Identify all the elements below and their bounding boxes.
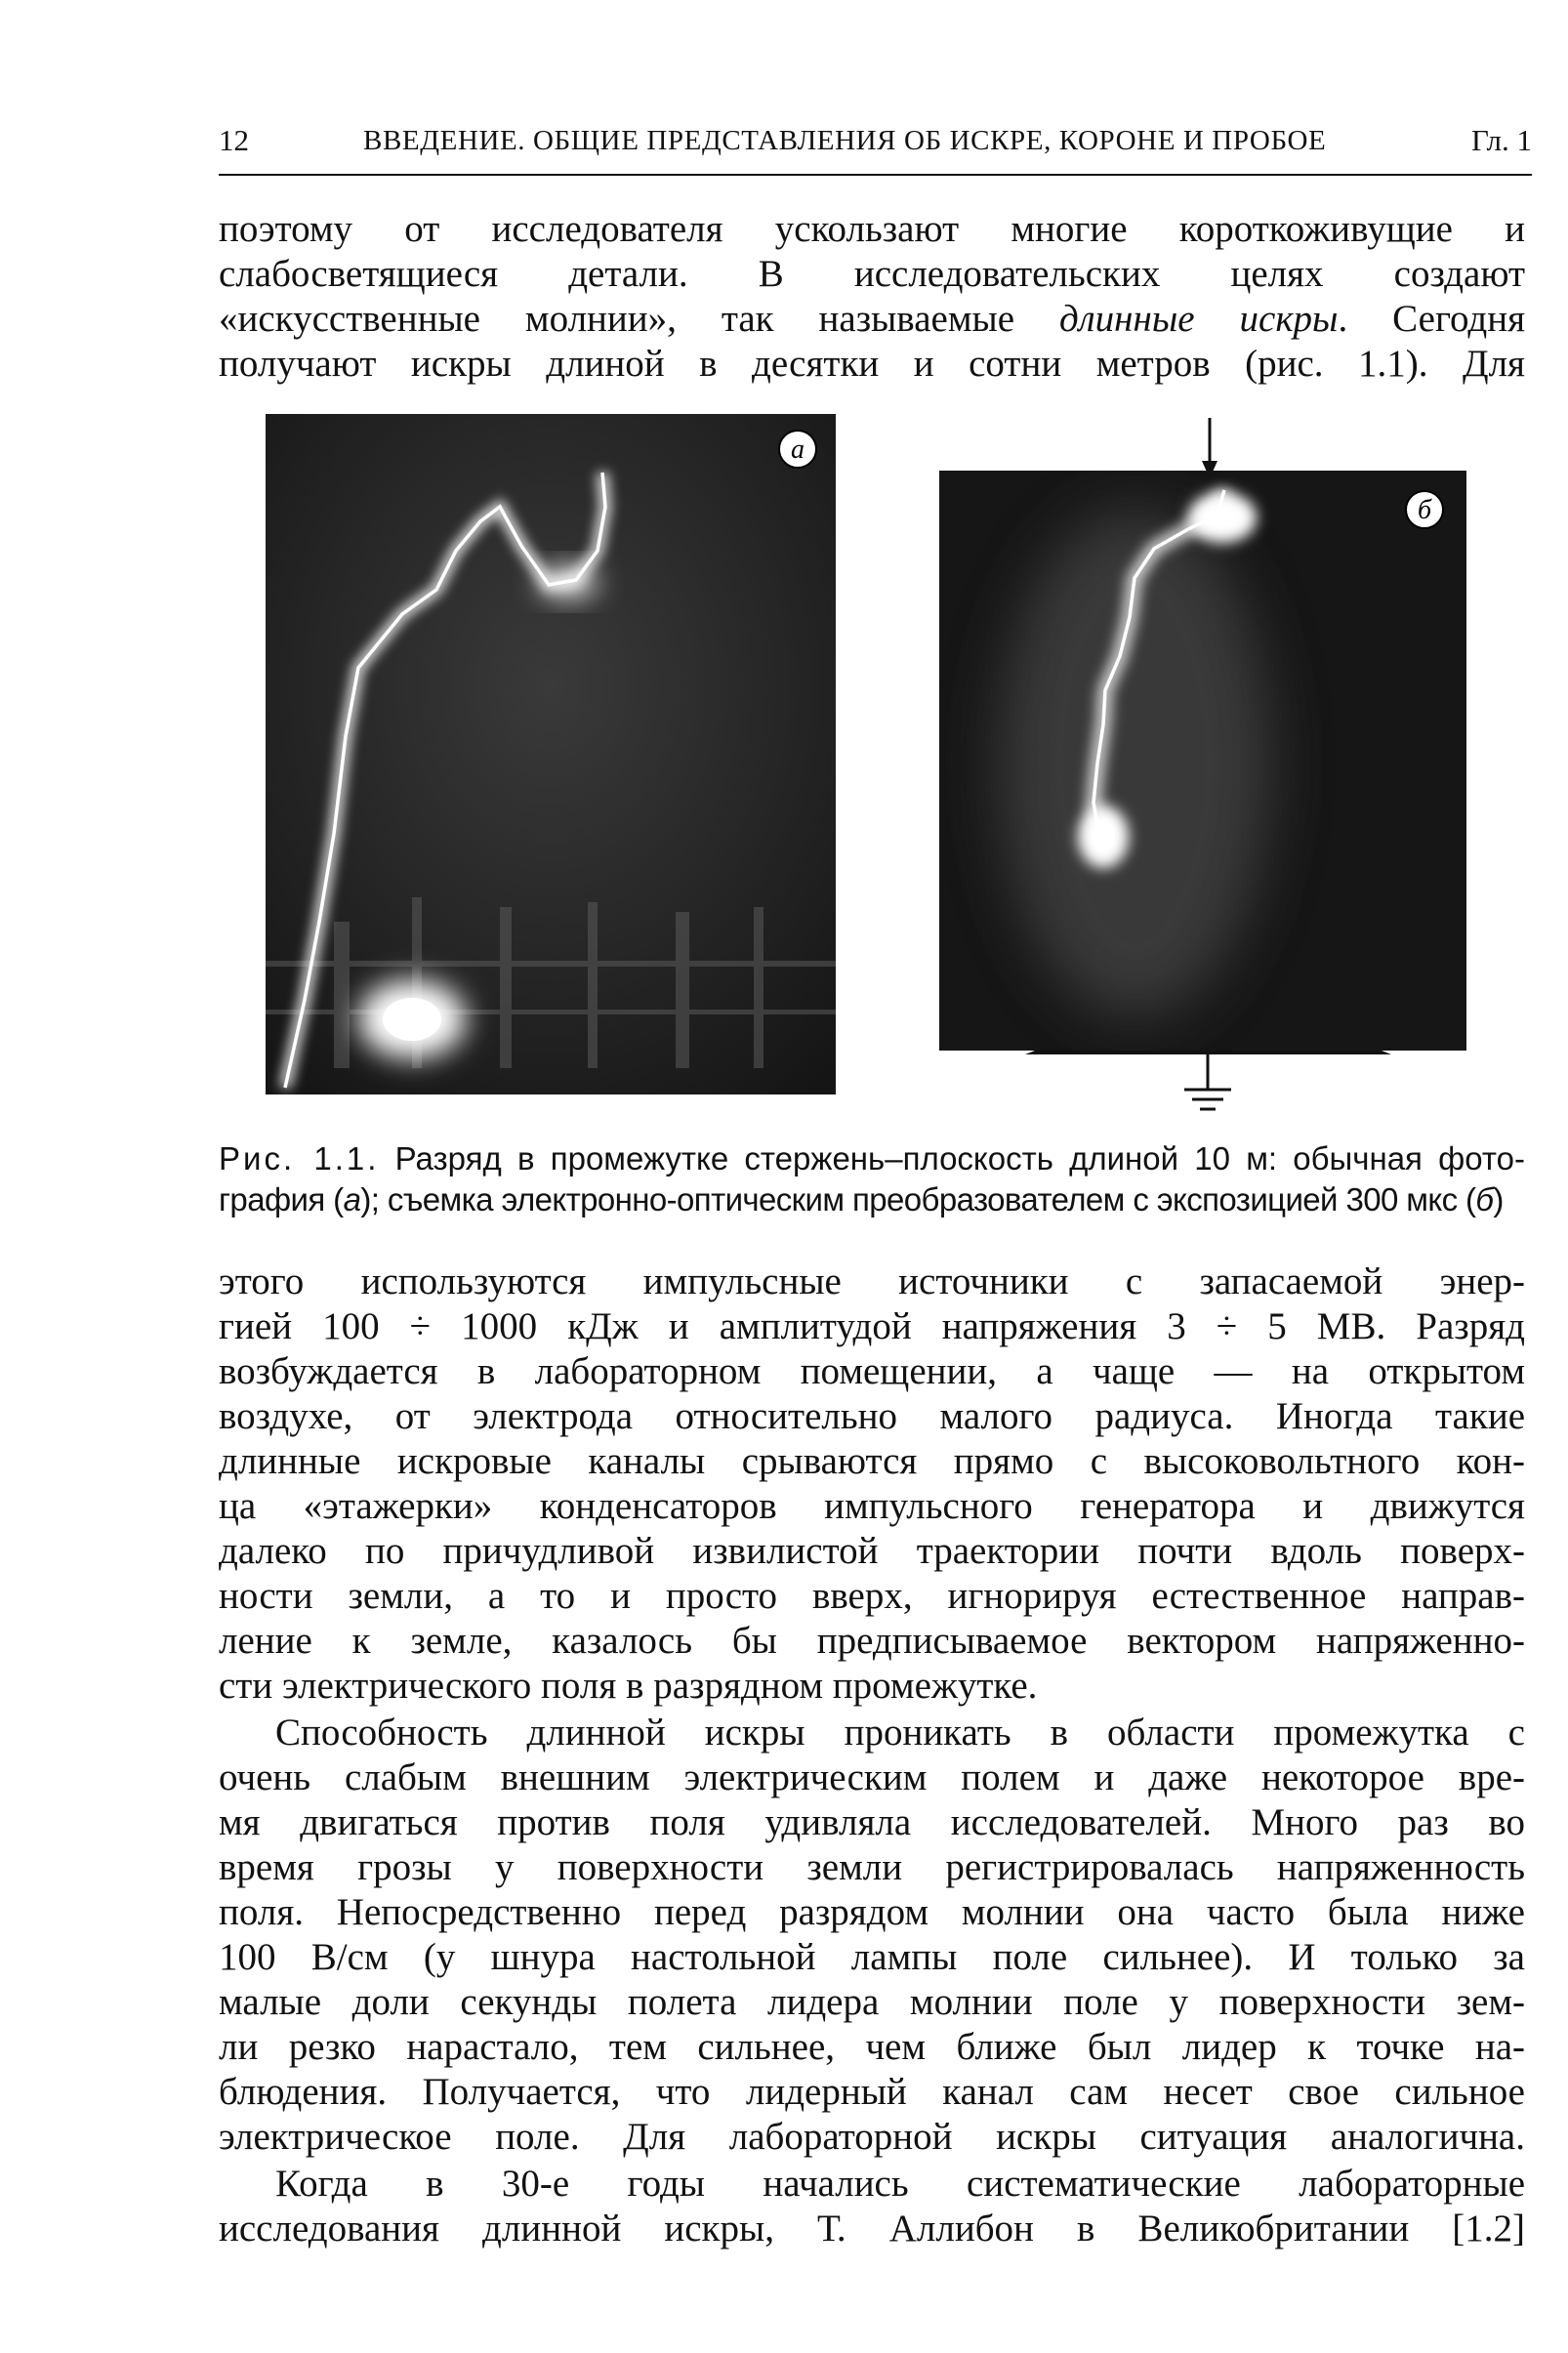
header-rule — [219, 174, 1532, 176]
paragraph-4 — [219, 2162, 1525, 2251]
text-line: очень слабым внешним электрическим полем и даже некоторое вре- — [219, 1756, 1525, 1798]
figure-photo-a — [266, 414, 836, 1094]
paragraph-3 — [219, 1711, 1525, 2160]
figure-label-a: а — [791, 434, 805, 465]
text-line: ца «этажерки» конденсаторов импульсного генератора и движутся — [219, 1485, 1525, 1527]
text-line: Когда в 30-е годы начались систематические лабораторные — [275, 2163, 1525, 2205]
running-header — [219, 119, 1532, 166]
text-line: мя двигаться против поля удивляла исследователей. Много раз во — [219, 1801, 1525, 1843]
text-line: слабосветящиеся детали. В исследовательских целях создают — [219, 253, 1525, 295]
caption-line: Рис. 1.1. Разряд в промежутке стержень–плоскость длиной 10 м: обычная фото- — [219, 1140, 1526, 1176]
paragraph-2 — [219, 1259, 1525, 1709]
text-line: сти электрического поля в разрядном промежутке. — [219, 1665, 1038, 1707]
text-line: ности земли, а то и просто вверх, игнорируя естественное направ- — [219, 1575, 1525, 1617]
text-line: поэтому от исследователя ускользают многие короткоживущие и — [219, 208, 1525, 250]
text-line: Способность длинной искры проникать в области промежутка с — [275, 1712, 1525, 1754]
text-line: возбуждается в лабораторном помещении, а чаще — на открытом — [219, 1350, 1525, 1392]
page-number: 12 — [219, 123, 249, 157]
text-line: гией 100 ÷ 1000 кДж и амплитудой напряжения 3 ÷ 5 МВ. Разряд — [219, 1305, 1525, 1347]
text-line: длинные искровые каналы срываются прямо с высоковольтного кон- — [219, 1440, 1525, 1482]
text-line: малые доли секунды полета лидера молнии поле у поверхности зем- — [219, 1981, 1525, 2023]
figure-label-b: б — [1417, 495, 1432, 525]
emphasis-term: длинные искры — [1058, 298, 1339, 340]
caption-line: графия (а); съемка электронно-оптическим преобразователем с экспозицией 300 мкс (б) — [219, 1181, 1504, 1218]
text-line: этого используются импульсные источники с запасаемой энер- — [219, 1260, 1525, 1302]
caption-label: Рис. 1.1. — [219, 1140, 380, 1176]
text-line: поля. Непосредственно перед разрядом молнии она часто была ниже — [219, 1891, 1525, 1933]
ground-plane-icon — [1025, 1043, 1391, 1131]
chapter-label: Гл. 1 — [1470, 123, 1532, 157]
figure-caption — [219, 1138, 1525, 1220]
text-line: воздухе, от электрода относительно малого радиуса. Иногда такие — [219, 1395, 1525, 1437]
text-line: 100 В/см (у шнура настольной лампы поле сильнее). И только за — [219, 1936, 1525, 1978]
text-line: блюдения. Получается, что лидерный канал сам несет свое сильное — [219, 2071, 1525, 2113]
text-line: время грозы у поверхности земли регистрировалась напряженность — [219, 1846, 1525, 1888]
running-title: ВВЕДЕНИЕ. ОБЩИЕ ПРЕДСТАВЛЕНИЯ ОБ ИСКРЕ, КОРОНЕ И ПРОБОЕ — [363, 125, 1327, 156]
text-line: исследования длинной искры, Т. Аллибон в Великобритании [1.2] — [219, 2208, 1525, 2250]
text-line: электрическое поле. Для лабораторной искры ситуация аналогична. — [219, 2116, 1525, 2158]
paragraph-1 — [219, 207, 1525, 387]
text-line: далеко по причудливой извилистой траектории почти вдоль поверх- — [219, 1530, 1525, 1572]
text-line: получают искры длиной в десятки и сотни метров (рис. 1.1). Для — [219, 343, 1525, 385]
text-line: ли резко нарастало, тем сильнее, чем ближе был лидер к точке на- — [219, 2026, 1525, 2068]
text-line: ление к земле, казалось бы предписываемое вектором напряженно- — [219, 1620, 1525, 1662]
text-line: «искусственные молнии», так называемые длинные искры. Сегодня — [219, 298, 1526, 340]
figure-photo-b — [939, 471, 1466, 1051]
